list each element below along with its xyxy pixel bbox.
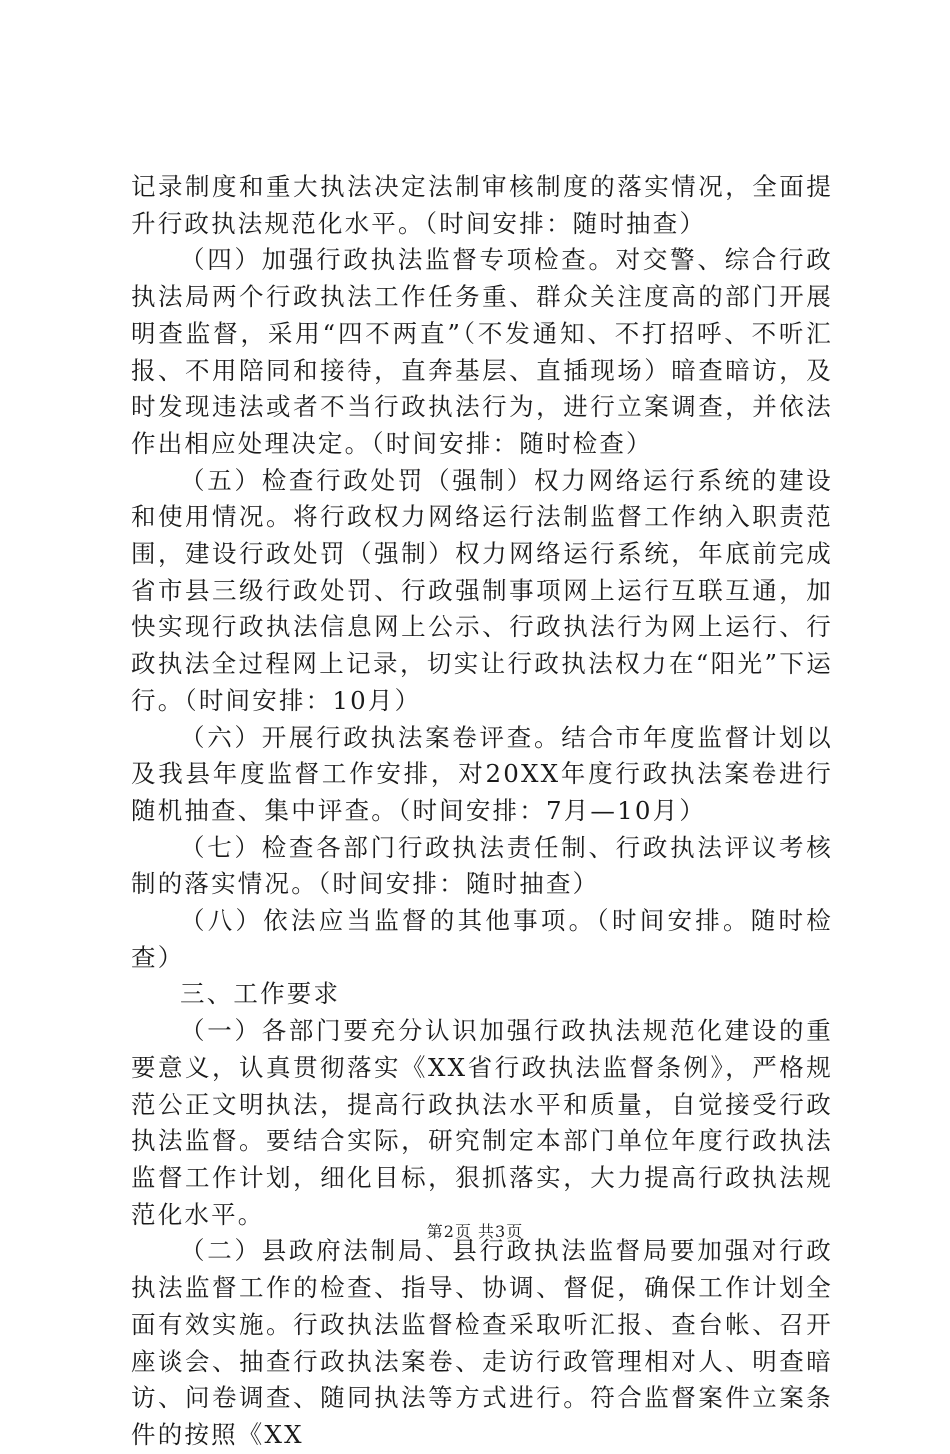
paragraph-item-4: （四）加强行政执法监督专项检查。对交警、综合行政执法局两个行政执法工作任务重、群众关注度高的部门开展明查监督，采用“四不两直”（不发通知、不打招呼、不听汇报、不用陪同和接待，直奔基层、直插现场）暗查暗访，及时发现违法或者不当行政执法行为，进行立案调查，并依法作出相应处理决定。（时间安排：随时检查） <box>131 245 833 458</box>
paragraph-item-8: （八）依法应当监督的其他事项。（时间安排。随时检查） <box>131 906 833 972</box>
paragraph-requirement-2: （二）县政府法制局、县行政执法监督局要加强对行政执法监督工作的检查、指导、协调、督促，确保工作计划全面有效实施。行政执法监督检查采取听汇报、查台帐、召开座谈会、抽查行政执法案卷、走访行政管理相对人、明查暗访、问卷调查、随同执法等方式进行。符合监督案件立案条件的按照《XX <box>131 1236 833 1449</box>
paragraph-item-7: （七）检查各部门行政执法责任制、行政执法评议考核制的落实情况。（时间安排：随时抽查） <box>131 832 833 899</box>
paragraph-item-5: （五）检查行政处罚（强制）权力网络运行系统的建设和使用情况。将行政权力网络运行法制监督工作纳入职责范围，建设行政处罚（强制）权力网络运行系统，年底前完成省市县三级行政处罚、行政强制事项网上运行互联互通，加快实现行政执法信息网上公示、行政执法行为网上运行、行政执法全过程网上记录，切实让行政执法权力在“阳光”下运行。（时间安排：10月） <box>131 465 833 715</box>
paragraph-continuation: 记录制度和重大执法决定法制审核制度的落实情况，全面提升行政执法规范化水平。（时间安排：随时抽查） <box>131 172 833 238</box>
page-number: 第2页 共3页 <box>426 1222 524 1241</box>
document-body <box>131 169 833 1454</box>
paragraph-item-6: （六）开展行政执法案卷评查。结合市年度监督计划以及我县年度监督工作安排，对20XX年度行政执法案卷进行随机抽查、集中评查。（时间安排：7月—10月） <box>131 722 833 825</box>
section-heading: 三、工作要求 <box>180 979 341 1009</box>
page-footer <box>0 1219 950 1242</box>
paragraph-requirement-1: （一）各部门要充分认识加强行政执法规范化建设的重要意义，认真贯彻落实《XX省行政执法监督条例》，严格规范公正文明执法，提高行政执法水平和质量，自觉接受行政执法监督。要结合实际，研究制定本部门单位年度行政执法监督工作计划，细化目标，狠抓落实，大力提高行政执法规范化水平。 <box>131 1016 833 1229</box>
